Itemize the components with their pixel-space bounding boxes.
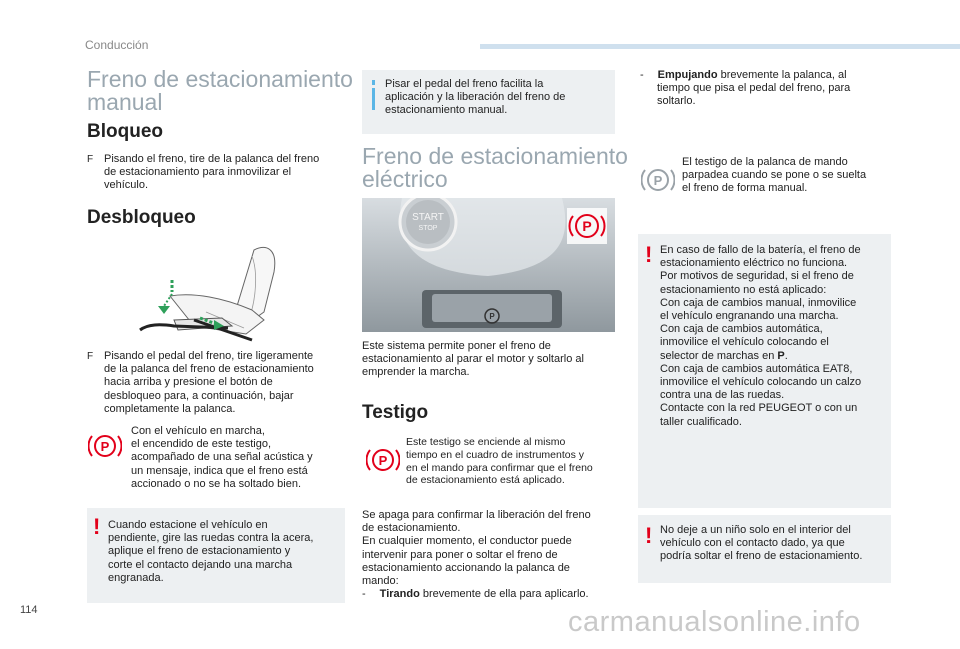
- svg-text:P: P: [489, 312, 495, 321]
- desbloqueo-text: [87, 350, 357, 416]
- selector-post: .: [784, 349, 788, 362]
- bloqueo-text: [87, 153, 347, 193]
- selector-pre: selector de marchas en: [660, 349, 778, 362]
- watermark: carmanualsonline.info: [568, 606, 861, 638]
- text-line: estacionamiento accionando la palanca de: [362, 561, 570, 574]
- text-line: emprender la marcha.: [362, 366, 470, 379]
- title-line: Freno de estacionamiento: [87, 66, 353, 92]
- text-line: vehículo con el contacto dado, ya que: [660, 537, 845, 550]
- text-line: Pisando el freno, tire de la palanca del freno: [104, 153, 320, 165]
- release-text: [362, 509, 617, 601]
- text-line: corte el contacto dejando una marcha: [108, 558, 293, 571]
- parking-brake-warning-icon: [366, 446, 400, 474]
- empujando-bold: Empujando: [657, 69, 718, 81]
- text-line: aplicación y la liberación del freno de: [385, 91, 566, 104]
- tirando-line: [362, 588, 617, 601]
- warning-icon: !: [645, 523, 653, 548]
- text-line: Pisando el pedal del freno, tire ligeramente: [104, 350, 314, 362]
- warning-icon: !: [645, 242, 653, 267]
- text-line: vehículo.: [104, 179, 149, 192]
- child-warning-box: [638, 515, 891, 583]
- svg-text:P: P: [582, 218, 592, 234]
- svg-text:P: P: [378, 453, 388, 468]
- text-line: Cuando estacione el vehículo en: [108, 519, 268, 531]
- dash: -: [640, 69, 644, 81]
- text-line: pendiente, gire las ruedas contra la acera,: [108, 532, 314, 545]
- text-line: estacionamiento eléctrico no funciona.: [660, 257, 848, 270]
- text-line: acompañado de una señal acústica y: [131, 451, 313, 464]
- text-line: estacionamiento al parar el motor y soltarlo al: [362, 353, 584, 366]
- parking-brake-warning-icon: [88, 432, 122, 460]
- text-line: tiempo en el cuadro de instrumentos y: [406, 448, 585, 461]
- info-text: [385, 78, 565, 118]
- text-line: hacia arriba y presione el botón de: [104, 376, 273, 389]
- title-line: manual: [87, 89, 163, 115]
- lever-indicator-text: [682, 156, 892, 196]
- selector-line: [660, 350, 861, 363]
- text-line: completamente la palanca.: [104, 402, 236, 415]
- text-line: Con caja de cambios automática EAT8,: [660, 362, 853, 375]
- title-line: eléctrico: [362, 166, 448, 192]
- console-illustration: [362, 198, 615, 332]
- text-line: Con caja de cambios manual, inmovilice: [660, 296, 857, 309]
- text-line: Con el vehículo en marcha,: [131, 425, 265, 437]
- bullet-icon: F: [87, 351, 94, 362]
- text-line: Este testigo se enciende al mismo: [406, 436, 566, 448]
- desbloqueo-heading: Desbloqueo: [87, 207, 196, 228]
- text-line: En caso de fallo de la batería, el freno de: [660, 244, 861, 256]
- text-line: desbloqueo para, a continuación, bajar: [104, 389, 294, 402]
- info-box: [362, 70, 615, 134]
- electric-brake-photo: [362, 198, 615, 332]
- bullet-icon: F: [87, 154, 94, 165]
- text-line: podría soltar el freno de estacionamiento.: [660, 550, 863, 563]
- title-line: Freno de estacionamiento: [362, 143, 628, 169]
- bloqueo-heading: Bloqueo: [87, 121, 163, 142]
- battery-warning-box: [638, 234, 891, 508]
- text-line: No deje a un niño solo en el interior del: [660, 524, 851, 536]
- tirando-bold: Tirando: [379, 588, 420, 601]
- svg-text:P: P: [653, 173, 663, 188]
- empujando-line: [640, 69, 890, 82]
- dash: -: [362, 588, 366, 601]
- text-line: de estacionamiento.: [362, 522, 461, 535]
- info-dot: [372, 80, 375, 85]
- text-line: inmovilice el vehículo colocando el: [660, 336, 829, 349]
- stop-label: STOP: [418, 225, 438, 232]
- text-line: inmovilice el vehículo colocando un calzo: [660, 376, 862, 389]
- electric-brake-title: [362, 145, 628, 191]
- text-line: intervenir para poner o soltar el freno de: [362, 548, 558, 561]
- text-line: contra una de las ruedas.: [660, 389, 785, 402]
- info-icon: [372, 88, 375, 110]
- text-line: mando:: [362, 575, 399, 588]
- text-line: el vehículo engranando una marcha.: [660, 310, 839, 323]
- parking-brake-gray-icon: [641, 166, 675, 194]
- text-line: tiempo que pisa el pedal del freno, para: [657, 82, 851, 95]
- electric-intro-text: [362, 340, 615, 380]
- text-line: el freno de forma manual.: [682, 182, 808, 195]
- text-line: Con caja de cambios automática,: [660, 323, 823, 336]
- text-line: parpadea cuando se pone o se suelta: [682, 169, 867, 182]
- svg-text:P: P: [100, 439, 110, 454]
- text-line: Contacte con la red PEUGEOT o con un: [660, 402, 858, 415]
- empujando-text: [640, 69, 890, 109]
- text-line: de estacionamiento está aplicado.: [406, 474, 565, 487]
- manual-brake-title: [87, 68, 353, 114]
- header-bar: [480, 44, 960, 49]
- section-header: Conducción: [85, 38, 149, 52]
- selector-bold: P: [777, 349, 785, 362]
- child-warning-text: [660, 524, 862, 564]
- empujando-rest: brevemente la palanca, al: [717, 69, 847, 81]
- seat-lever-illustration: [134, 242, 306, 346]
- text-line: aplique el freno de estacionamiento y: [108, 545, 291, 558]
- testigo-text: [406, 436, 616, 487]
- page-number: 114: [20, 604, 38, 616]
- text-line: el encendido de este testigo,: [131, 438, 272, 451]
- text-line: de estacionamiento para inmovilizar el: [104, 166, 292, 179]
- start-label: START: [412, 212, 444, 223]
- text-line: En cualquier momento, el conductor puede: [362, 535, 572, 548]
- text-line: en el mando para confirmar que el freno: [406, 461, 593, 474]
- text-line: estacionamiento manual.: [385, 104, 508, 117]
- testigo-heading: Testigo: [362, 402, 429, 423]
- text-line: accionado o no se ha soltado bien.: [131, 477, 302, 490]
- text-line: un mensaje, indica que el freno está: [131, 464, 308, 477]
- battery-warning-text: [660, 244, 861, 429]
- text-line: de la palanca del freno de estacionamiento: [104, 363, 314, 376]
- slope-warning-box: [87, 508, 345, 603]
- slope-warning-text: [108, 519, 313, 585]
- text-line: estacionamiento no está aplicado:: [660, 283, 827, 296]
- text-line: Este sistema permite poner el freno de: [362, 340, 551, 352]
- warning-icon: !: [93, 514, 101, 539]
- text-line: taller cualificado.: [660, 415, 742, 428]
- text-line: engranada.: [108, 571, 164, 584]
- text-line: Por motivos de seguridad, si el freno de: [660, 270, 854, 283]
- text-line: Se apaga para confirmar la liberación del freno: [362, 509, 591, 521]
- text-line: soltarlo.: [657, 95, 696, 108]
- text-line: Pisar el pedal del freno facilita la: [385, 78, 544, 90]
- text-line: El testigo de la palanca de mando: [682, 156, 848, 168]
- indicator-text: [131, 425, 351, 491]
- tirando-rest: brevemente de ella para aplicarlo.: [419, 588, 589, 601]
